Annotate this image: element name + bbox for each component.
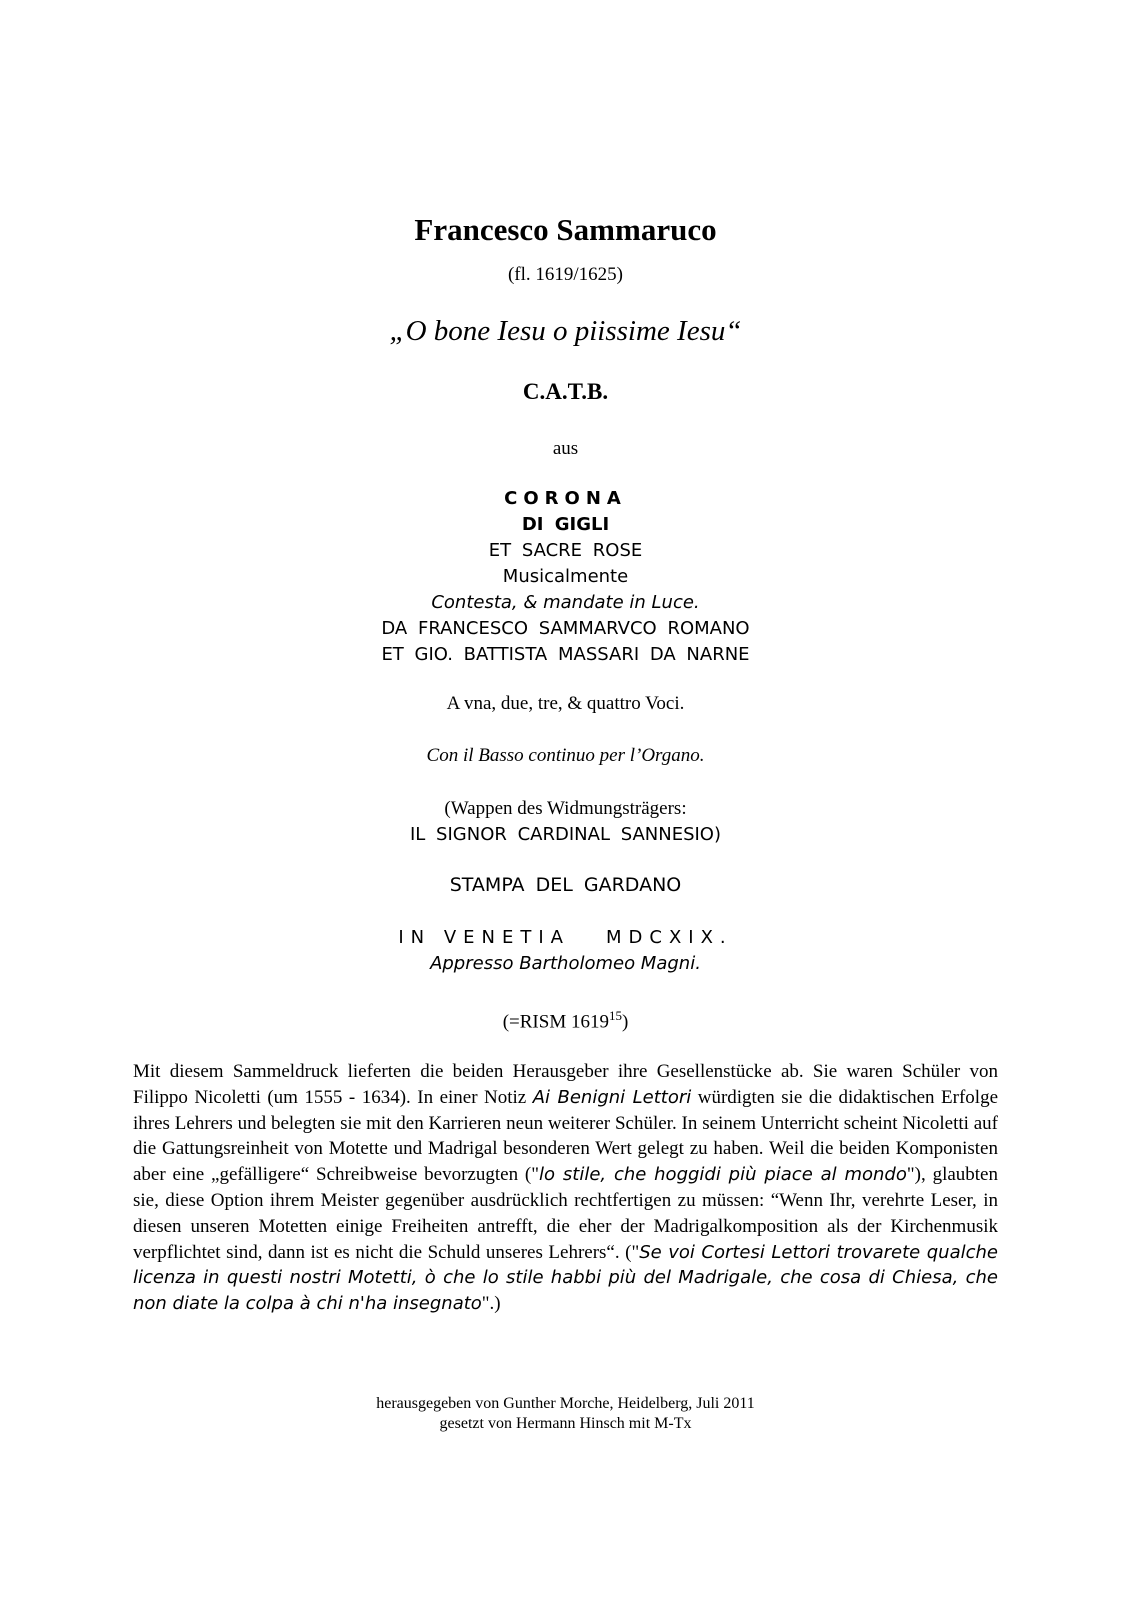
body-text-1: Mit diesem Sammeldruck lieferten die beiden Herausgeber ihre Gesellenstücke ab. Sie waren Schüler von Filippo Nicoletti (um 1555 - 1634). In einer Notiz bbox=[133, 1061, 998, 1108]
imprint-place: IN VENETIA bbox=[398, 927, 570, 948]
imprint-block bbox=[0, 925, 1131, 977]
rism-superscript: 15 bbox=[608, 1008, 622, 1023]
rism-prefix: (=RISM 1619 bbox=[502, 1011, 609, 1033]
source-title-line-1: CORONA bbox=[504, 488, 627, 509]
source-title-line-5: Contesta, & mandate in Luce. bbox=[431, 592, 700, 613]
footer-typesetter-line: gesetzt von Hermann Hinsch mit M-Tx bbox=[439, 1415, 692, 1432]
basso-line: Con il Basso continuo per l’Organo. bbox=[426, 745, 705, 766]
composer-dates: (fl. 1619/1625) bbox=[507, 264, 624, 285]
footer-editor-line: herausgegeben von Gunther Morche, Heidelberg, Juli 2011 bbox=[376, 1395, 755, 1412]
rism-suffix: ) bbox=[621, 1011, 629, 1033]
printer-stamp: STAMPA DEL GARDANO bbox=[449, 874, 682, 896]
source-title-line-6: DA FRANCESCO SAMMARVCO ROMANO bbox=[381, 618, 750, 639]
voci-line: A vna, due, tre, & quattro Voci. bbox=[446, 693, 685, 714]
body-text-3: "), glaubten sie, diese Option ihrem Meister gegenüber ausdrücklich rechtfertigen zu müssen: “Wenn Ihr, verehrte Leser, in diesen unseren Motetten einige Freiheiten antrefft, die eher der Madrigalkomposition als der Kirchenmusik verpflichtet sind, dann ist es nicht die Schuld unseres Lehrers“. (" bbox=[133, 1164, 998, 1263]
body-italic-1: Ai Benigni Lettori bbox=[532, 1086, 692, 1108]
source-title-line-2: DI GIGLI bbox=[521, 514, 610, 535]
voicing: C.A.T.B. bbox=[522, 379, 609, 404]
imprint-place-year bbox=[0, 925, 1131, 951]
rism-reference bbox=[0, 1008, 1131, 1033]
credits-footer bbox=[0, 1394, 1131, 1434]
imprint-printer: Appresso Bartholomeo Magni. bbox=[430, 953, 701, 974]
source-title-line-7: ET GIO. BATTISTA MASSARI DA NARNE bbox=[381, 644, 750, 665]
wappen-line-1: (Wappen des Widmungsträgers: bbox=[444, 798, 687, 819]
wappen-line-2: IL SIGNOR CARDINAL SANNESIO) bbox=[410, 824, 721, 845]
source-title-line-3: ET SACRE ROSE bbox=[488, 540, 643, 561]
body-italic-3: Se voi Cortesi Lettori trovarete qualche licenza in questi nostri Motetti, ò che lo stile habbi più del Madrigale, che cosa di Chiesa, che non diate la colpa à chi n'ha insegnato bbox=[133, 1241, 999, 1315]
composer-name: Francesco Sammaruco bbox=[414, 212, 717, 247]
source-title-line-4: Musicalmente bbox=[502, 566, 629, 587]
commentary-paragraph bbox=[133, 1059, 998, 1317]
body-text-2: würdigten sie die didaktischen Erfolge ihres Lehrers und belegten sie mit den Karrieren neun weiterer Schüler. In seinem Unterricht scheint Nicoletti auf die Gattungsreinheit von Motette und Madrigal besonderen Wert gelegt zu haben. Weil die beiden Komponisten aber eine „gefälligere“ Schreibweise bevorzugten (" bbox=[133, 1086, 999, 1186]
aus-label: aus bbox=[552, 438, 579, 459]
body-text-4: ".) bbox=[481, 1293, 501, 1315]
motet-title: „O bone Iesu o piissime Iesu“ bbox=[389, 315, 742, 347]
coat-of-arms-note bbox=[0, 796, 1131, 848]
source-title-block bbox=[0, 486, 1131, 668]
body-italic-2: lo stile, che hoggidi più piace al mondo bbox=[539, 1164, 907, 1186]
imprint-year: MDCXIX. bbox=[605, 927, 733, 948]
